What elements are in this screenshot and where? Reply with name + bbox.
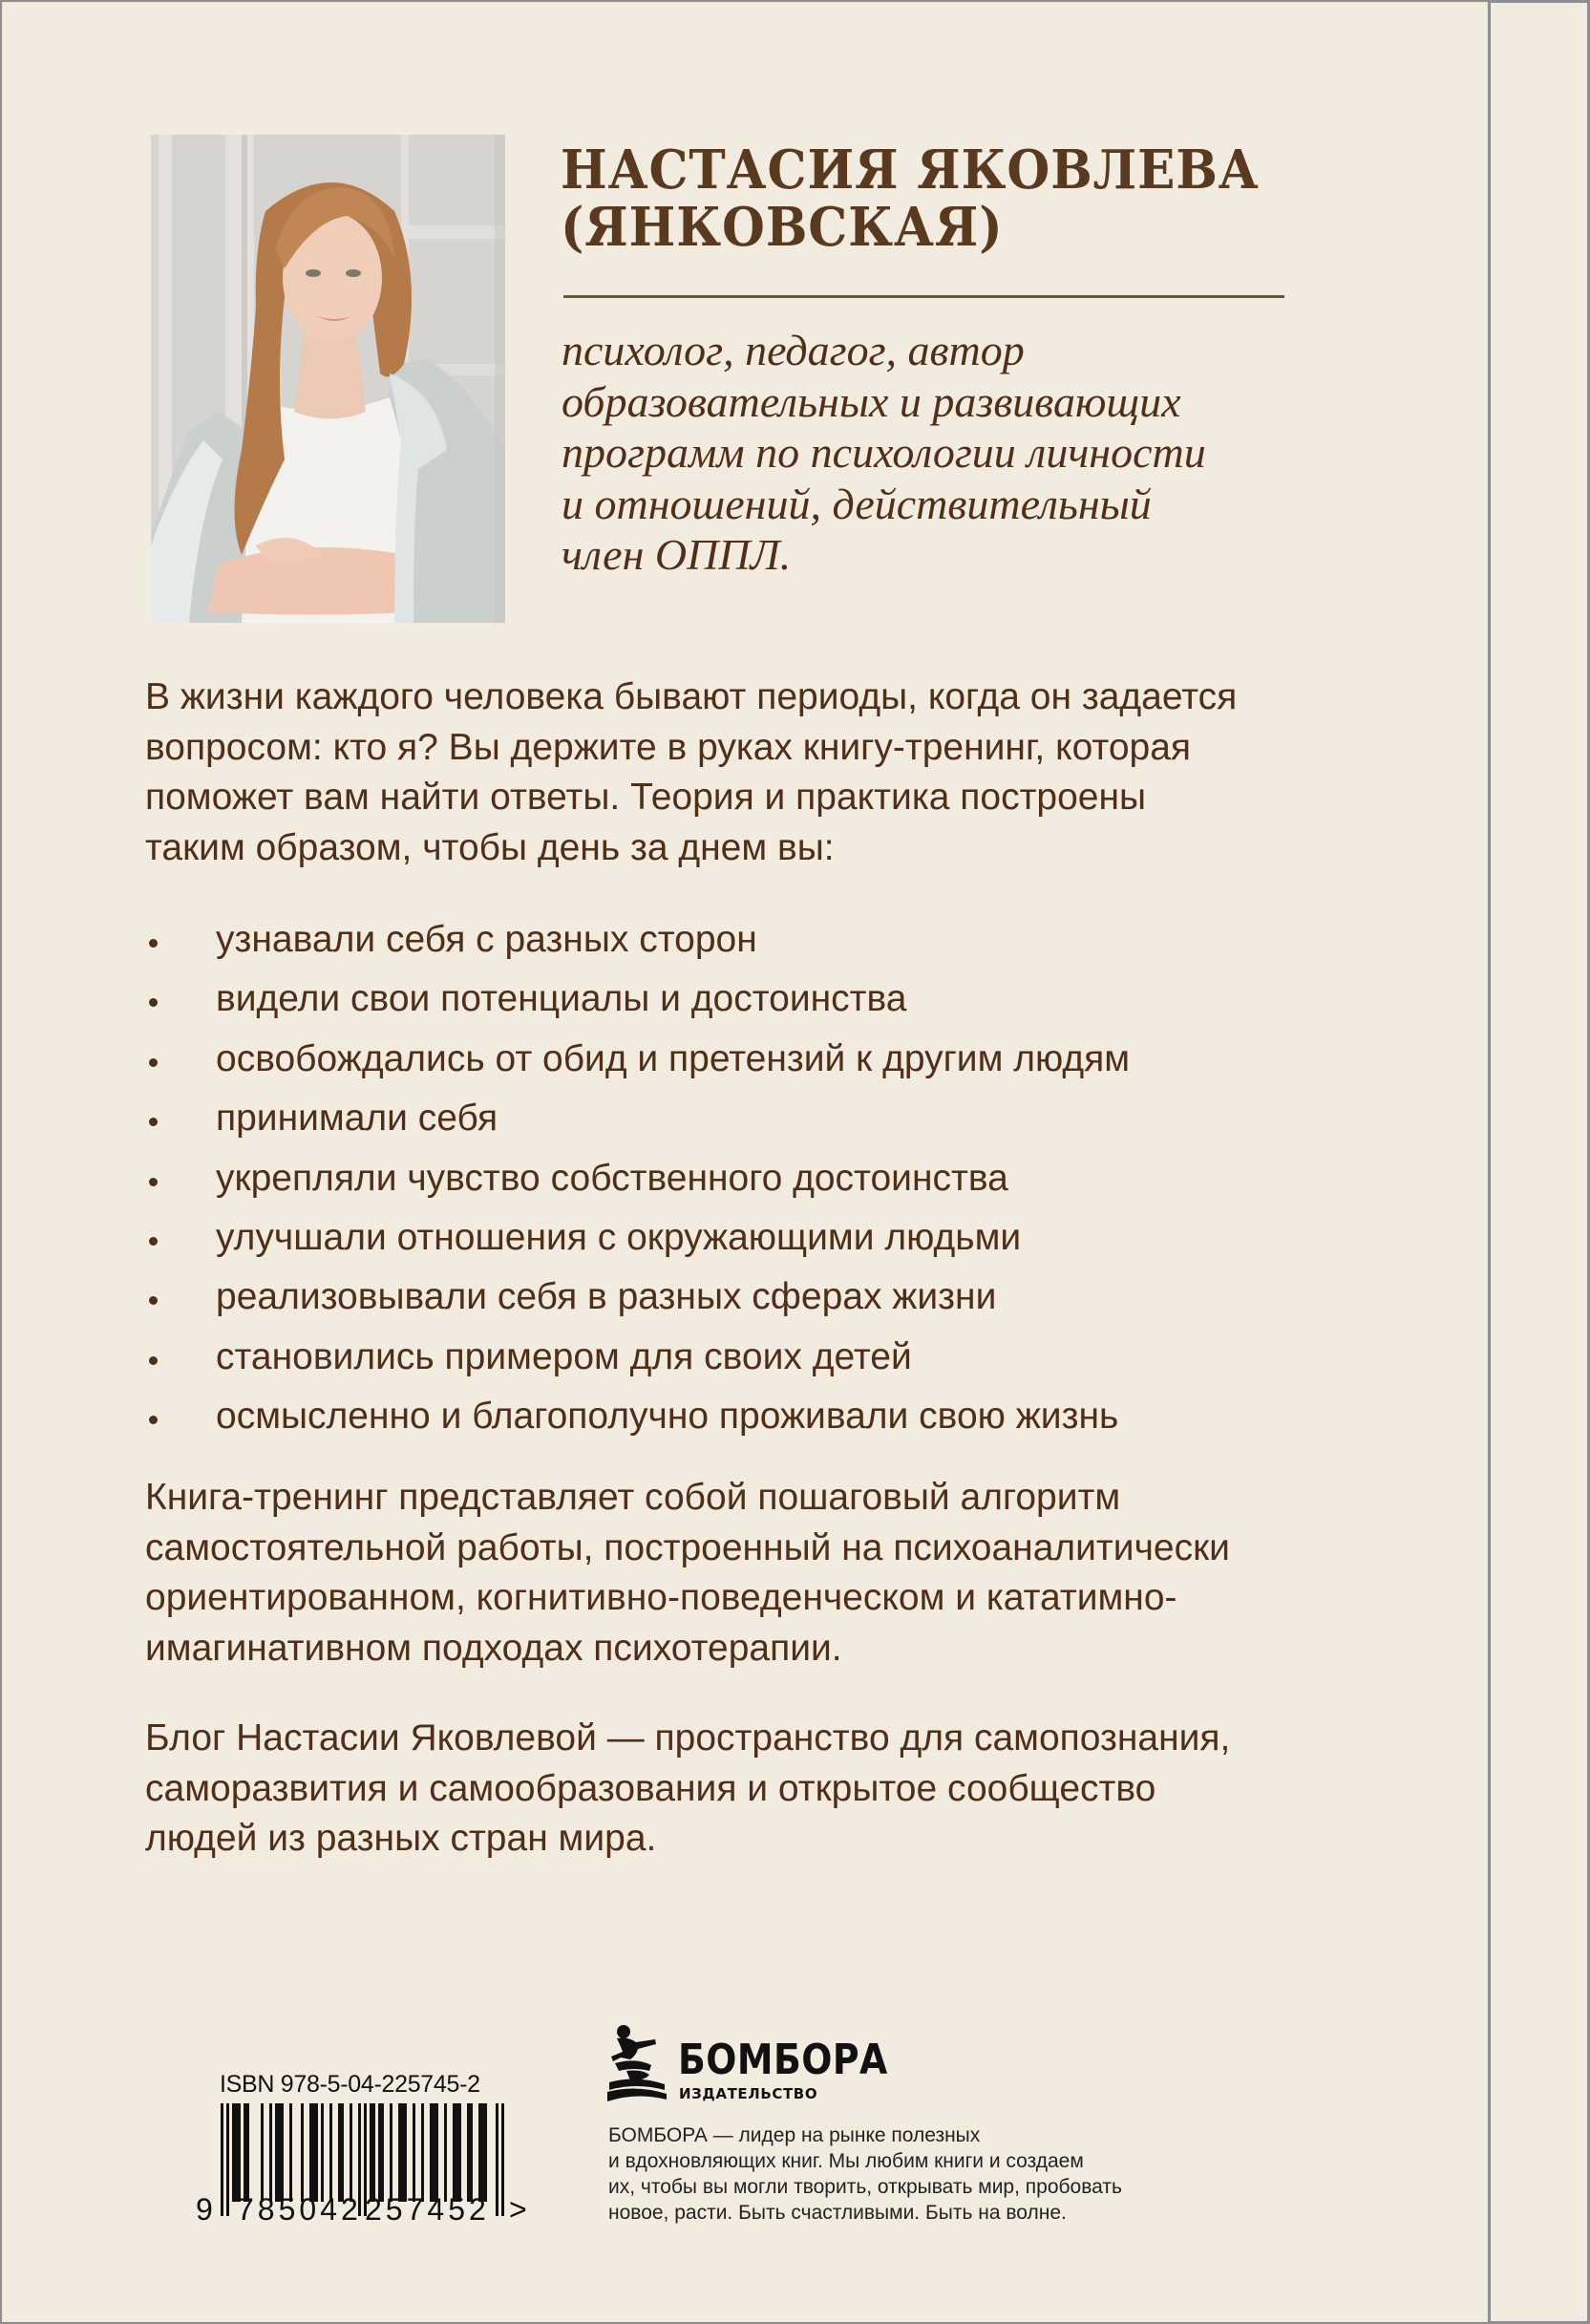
bullet-icon <box>149 1058 158 1067</box>
method-line: ориентированном, когнитивно-поведенческом и кататимно- <box>145 1577 1177 1618</box>
list-item-text: освобождались от обид и претензий к другим людям <box>216 1037 1131 1079</box>
intro-line: таким образом, чтобы день за днем вы: <box>145 826 835 868</box>
publisher-blurb-line: и вдохновляющих книг. Мы любим книги и создаем <box>608 2150 1084 2172</box>
ean-quiet-zone-marker: > <box>509 2192 527 2227</box>
list-item-text: осмысленно и благополучно проживали свою жизнь <box>216 1396 1119 1438</box>
author-bio-line: и отношений, действительный <box>562 479 1152 528</box>
name-divider <box>563 295 1284 298</box>
publisher-blurb-line: БОМБОРА — лидер на рынке полезных <box>608 2124 981 2146</box>
list-item-text: узнавали себя с разных сторон <box>216 919 757 960</box>
list-item <box>145 1089 1406 1148</box>
bullet-icon <box>149 1237 158 1246</box>
bullet-icon <box>149 998 158 1007</box>
bullet-icon <box>149 1296 158 1305</box>
list-item-text: становились примером для своих детей <box>216 1335 912 1377</box>
isbn-label: ISBN 978-5-04-225745-2 <box>220 2071 480 2098</box>
publisher-subtitle: ИЗДАТЕЛЬСТВО <box>679 2085 818 2102</box>
spine-panel <box>1491 3 1587 2321</box>
method-line: имагинативном подходах психотерапии. <box>145 1627 842 1669</box>
list-item <box>145 1268 1406 1327</box>
benefits-list <box>145 910 1406 1447</box>
ean-right-digits: 257452 <box>365 2192 490 2227</box>
list-item-text: улучшали отношения с окружающими людьми <box>216 1216 1022 1258</box>
ean-first-digit: 9 <box>196 2192 217 2227</box>
method-paragraph <box>145 1473 1406 1674</box>
list-item-text: принимали себя <box>216 1098 498 1140</box>
author-bio-line: член ОППЛ. <box>562 530 792 579</box>
publisher-logo <box>607 2023 888 2105</box>
intro-paragraph <box>145 672 1406 873</box>
list-item <box>145 970 1406 1029</box>
blog-paragraph <box>145 1714 1406 1865</box>
author-bio-line: программ по психологии личности <box>562 428 1206 477</box>
author-name-line-1: НАСТАСИЯ ЯКОВЛЕВА <box>561 139 1260 202</box>
author-bio <box>562 325 1402 581</box>
bullet-icon <box>149 1118 158 1126</box>
ean-left-digits: 785042 <box>237 2192 362 2227</box>
method-line: самостоятельной работы, построенный на психоаналитически <box>145 1526 1230 1568</box>
publisher-blurb-line: новое, расти. Быть счастливыми. Быть на волне. <box>608 2202 1067 2224</box>
intro-line: поможет вам найти ответы. Теория и практика построены <box>145 777 1147 818</box>
list-item <box>145 1387 1406 1446</box>
blog-line: саморазвития и самообразования и открытое сообщество <box>145 1767 1156 1809</box>
surfer-logo-icon <box>607 2023 667 2103</box>
intro-line: вопросом: кто я? Вы держите в руках книгу-тренинг, которая <box>145 726 1192 768</box>
intro-line: В жизни каждого человека бывают периоды, когда он задается <box>145 676 1238 717</box>
list-item <box>145 1328 1406 1387</box>
portrait-image-icon <box>151 135 505 623</box>
list-item-text: укрепляли чувство собственного достоинства <box>216 1157 1008 1199</box>
list-item <box>145 1030 1406 1089</box>
author-name-line-2: (ЯНКОВСКАЯ) <box>561 196 1004 259</box>
bullet-icon <box>149 939 158 948</box>
blog-line: людей из разных стран мира. <box>145 1818 657 1859</box>
author-name <box>561 139 1263 259</box>
publisher-name: БОМБОРА <box>678 2036 888 2084</box>
author-bio-line: образовательных и развивающих <box>562 376 1181 426</box>
blog-line: Блог Настасии Яковлевой — пространство для самопознания, <box>145 1717 1231 1759</box>
list-item-text: реализовывали себя в разных сферах жизни <box>216 1276 997 1318</box>
publisher-blurb-line: их, чтобы вы могли творить, открывать мир, пробовать <box>608 2176 1122 2198</box>
bullet-icon <box>149 1356 158 1365</box>
list-item-text: видели свои потенциалы и достоинства <box>216 978 907 1020</box>
author-bio-line: психолог, педагог, автор <box>562 326 1025 374</box>
bullet-icon <box>149 1416 158 1424</box>
method-line: Книга-тренинг представляет собой пошаговый алгоритм <box>145 1477 1121 1518</box>
list-item <box>145 1149 1406 1208</box>
publisher-blurb <box>608 2122 1200 2226</box>
bullet-icon <box>149 1178 158 1186</box>
list-item <box>145 1208 1406 1268</box>
author-photo <box>151 135 505 623</box>
list-item <box>145 910 1406 970</box>
